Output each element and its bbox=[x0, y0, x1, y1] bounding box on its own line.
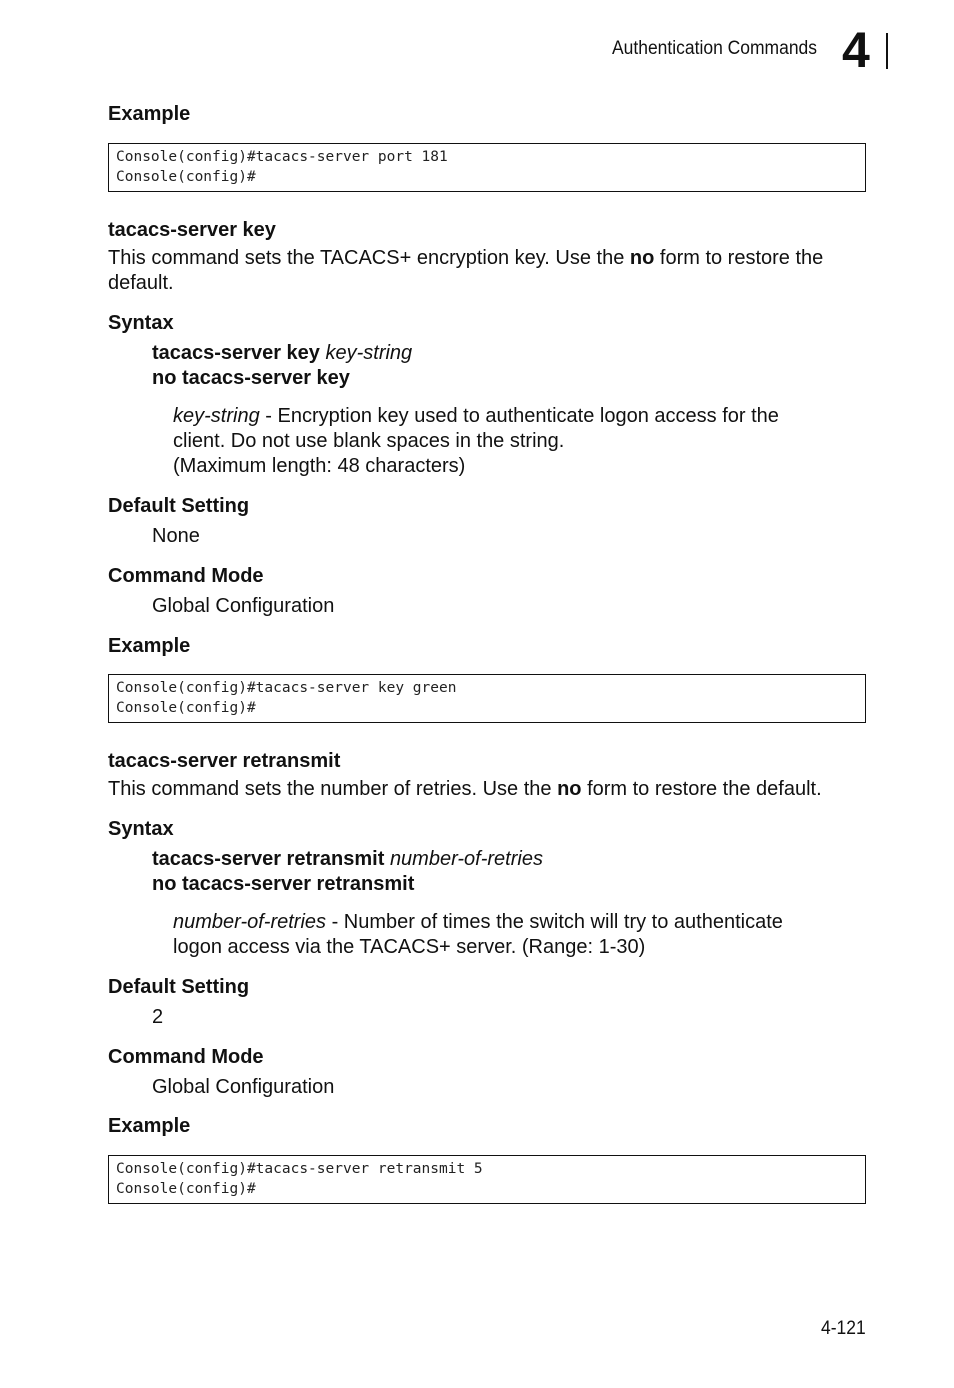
parameter-text: - Encryption key used to authenticate logon access for the client. Do not use blank spaces in the string. bbox=[173, 405, 779, 452]
chapter-number: 4 bbox=[842, 22, 870, 78]
example-heading: Example bbox=[108, 635, 191, 657]
command-mode-value: Global Configuration bbox=[152, 1076, 335, 1098]
syntax-line bbox=[152, 341, 412, 366]
command-title-key: tacacs-server key bbox=[108, 219, 276, 241]
syntax-line bbox=[152, 847, 543, 872]
code-line: Console(config)#tacacs-server key green bbox=[116, 680, 457, 696]
code-line: Console(config)# bbox=[116, 699, 256, 716]
syntax-heading: Syntax bbox=[108, 818, 174, 840]
parameter-name: key-string bbox=[173, 405, 260, 427]
code-example-port bbox=[108, 143, 866, 192]
description-text: form to restore the default. bbox=[108, 247, 824, 294]
description-text: This command sets the number of retries. Use the bbox=[108, 778, 558, 800]
code-line: Console(config)#tacacs-server port 181 bbox=[116, 149, 448, 165]
code-line: Console(config)#tacacs-server retransmit 5 bbox=[116, 1161, 483, 1177]
code-line: Console(config)# bbox=[116, 168, 256, 185]
command-title-retransmit: tacacs-server retransmit bbox=[108, 750, 341, 772]
parameter-description bbox=[173, 910, 833, 960]
syntax-no-form: no tacacs-server retransmit bbox=[152, 873, 415, 895]
command-description-retransmit bbox=[108, 777, 868, 802]
description-keyword: no bbox=[629, 247, 655, 269]
example-heading: Example bbox=[108, 1115, 191, 1137]
description-keyword: no bbox=[557, 778, 582, 800]
code-example-key bbox=[108, 674, 866, 723]
command-mode-heading: Command Mode bbox=[108, 1046, 264, 1068]
default-setting-heading: Default Setting bbox=[108, 495, 250, 517]
chapter-marker bbox=[842, 22, 888, 78]
parameter-description bbox=[173, 404, 833, 454]
running-header: Authentication Commands bbox=[612, 38, 818, 59]
syntax-heading: Syntax bbox=[108, 312, 174, 334]
parameter-max-length: (Maximum length: 48 characters) bbox=[173, 455, 466, 477]
syntax-command: tacacs-server retransmit bbox=[152, 848, 385, 870]
syntax-parameter: key-string bbox=[325, 342, 413, 364]
command-mode-heading: Command Mode bbox=[108, 565, 264, 587]
example-heading: Example bbox=[108, 103, 191, 125]
default-setting-value: 2 bbox=[152, 1006, 164, 1028]
default-setting-value: None bbox=[152, 525, 200, 547]
parameter-name: number-of-retries bbox=[173, 911, 327, 933]
command-mode-value: Global Configuration bbox=[152, 595, 335, 617]
syntax-parameter: number-of-retries bbox=[389, 848, 543, 870]
syntax-no-form: no tacacs-server key bbox=[152, 367, 350, 389]
description-text: This command sets the TACACS+ encryption key. Use the bbox=[108, 247, 630, 269]
description-text: form to restore the default. bbox=[581, 778, 822, 800]
page-number: 4-121 bbox=[821, 1318, 866, 1339]
command-description-key bbox=[108, 246, 868, 296]
code-line: Console(config)# bbox=[116, 1180, 256, 1197]
parameter-text: - Number of times the switch will try to authenticate logon access via the TACACS+ server. (Range: 1-30) bbox=[173, 911, 783, 958]
default-setting-heading: Default Setting bbox=[108, 976, 250, 998]
syntax-command: tacacs-server key bbox=[152, 342, 320, 364]
code-example-retransmit bbox=[108, 1155, 866, 1204]
